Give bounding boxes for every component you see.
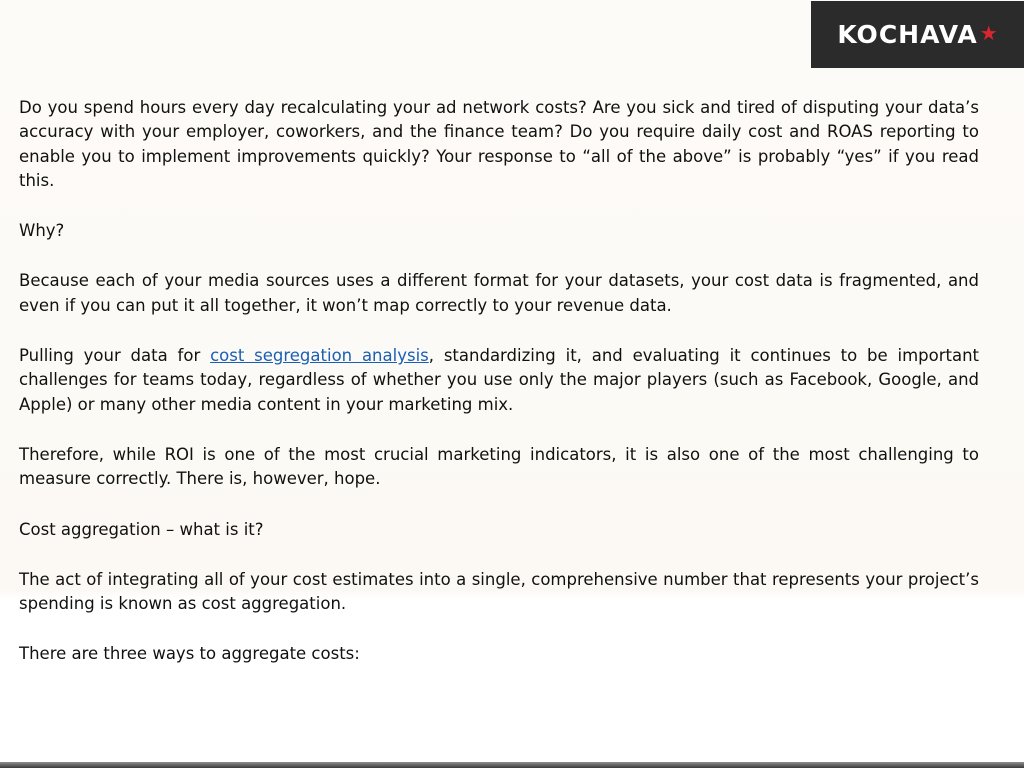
paragraph-challenges-lead: Pulling your data for [19, 346, 211, 366]
paragraph-challenges [19, 344, 979, 417]
article-body [19, 96, 979, 693]
paragraph-intro: Do you spend hours every day recalculating your ad network costs? Are you sick and tired of disputing your data’s accuracy with your employer, coworkers, and the finance team? Do you require daily cost and ROAS reporting to enable you to implement improvements quickly? Your response to “all of the above” is probably “yes” if you read this. [19, 98, 979, 190]
paragraph-challenges-rest: , standardizing it, and evaluating it continues to be important challenges for teams today, regardless of whether you use only the major players (such as Facebook, Google, and Apple) or many other media content in your marketing mix. [19, 346, 980, 414]
kochava-logo [811, 1, 1024, 68]
paragraph-definition: The act of integrating all of your cost estimates into a single, comprehensive number that represents your project’s spending is known as cost aggregation. [19, 569, 979, 614]
paragraph-roi: Therefore, while ROI is one of the most crucial marketing indicators, it is also one of the most challenging to measure correctly. There is, however, hope. [19, 444, 979, 489]
logo-text: KOCHAVA [837, 20, 978, 49]
paragraph-why: Why? [19, 221, 65, 241]
star-icon: ★ [979, 23, 998, 45]
paragraph-three-ways: There are three ways to aggregate costs: [19, 644, 360, 664]
heading-cost-aggregation: Cost aggregation – what is it? [19, 519, 264, 539]
bottom-divider [0, 762, 1024, 768]
paragraph-fragmented-data: Because each of your media sources uses a different format for your datasets, your cost data is fragmented, and even if you can put it all together, it won’t map correctly to your revenue data. [19, 271, 979, 315]
cost-segregation-link[interactable]: cost segregation analysis [210, 346, 429, 366]
